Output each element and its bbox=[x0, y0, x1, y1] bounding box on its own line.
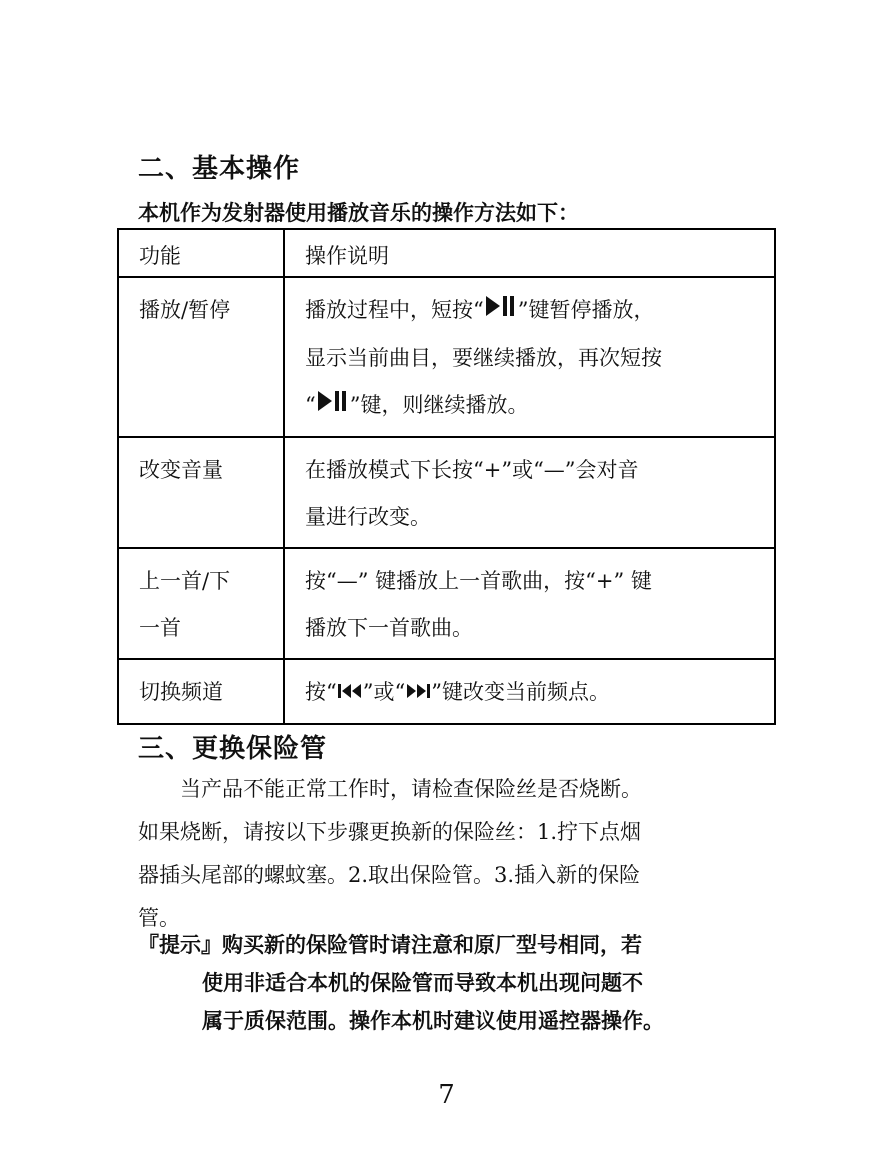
description-text: ”键，则继续播放。 bbox=[349, 393, 529, 417]
description-line bbox=[305, 494, 754, 541]
header-function: 功能 bbox=[118, 229, 284, 277]
description-text: ”键改变当前频点。 bbox=[431, 680, 610, 704]
skip-back-icon bbox=[337, 670, 363, 717]
description-line bbox=[305, 382, 754, 430]
table-intro: 本机作为发射器使用播放音乐的操作方法如下： bbox=[138, 201, 579, 225]
tip-note bbox=[138, 926, 664, 1040]
description-text: 按“—” 键播放上一首歌曲，按“+” 键 bbox=[305, 569, 652, 593]
function-label: 播放/暂停 bbox=[139, 298, 231, 322]
paragraph-line: 如果烧断，请按以下步骤更换新的保险丝：1.拧下点烟 bbox=[138, 820, 642, 844]
function-cell bbox=[118, 437, 284, 548]
description-text: 量进行改变。 bbox=[305, 505, 431, 529]
table-row bbox=[118, 277, 775, 437]
description-text: 按“ bbox=[305, 680, 337, 704]
paragraph-line: 当产品不能正常工作时，请检查保险丝是否烧断。 bbox=[138, 777, 642, 801]
description-line bbox=[305, 669, 754, 717]
table-row bbox=[118, 548, 775, 659]
section-heading-basic-operation: 二、基本操作 bbox=[138, 154, 301, 184]
fuse-paragraph bbox=[138, 768, 758, 940]
table-row bbox=[118, 659, 775, 724]
paragraph-line: 器插头尾部的螺蚊塞。2.取出保险管。3.插入新的保险 bbox=[138, 863, 641, 887]
description-text: 在播放模式下长按“+”或“—”会对音 bbox=[305, 458, 639, 482]
table-row bbox=[118, 437, 775, 548]
description-text: 显示当前曲目，要继续播放，再次短按 bbox=[305, 346, 662, 370]
description-text: ”或“ bbox=[362, 680, 406, 704]
section-heading-replace-fuse: 三、更换保险管 bbox=[138, 734, 328, 764]
play-pause-icon bbox=[484, 288, 518, 335]
description-cell bbox=[284, 437, 775, 548]
description-cell bbox=[284, 659, 775, 724]
function-cell bbox=[118, 548, 284, 659]
paragraph-line: 管。 bbox=[138, 906, 180, 930]
skip-forward-icon bbox=[405, 670, 431, 717]
description-cell bbox=[284, 548, 775, 659]
description-line bbox=[305, 605, 754, 652]
description-line bbox=[305, 447, 754, 494]
page-number: 7 bbox=[438, 1080, 455, 1110]
function-label: 切换频道 bbox=[139, 680, 223, 704]
tip-line: 『提示』购买新的保险管时请注意和原厂型号相同，若 bbox=[138, 933, 642, 957]
description-text: 播放下一首歌曲。 bbox=[305, 616, 473, 640]
function-cell bbox=[118, 659, 284, 724]
description-line bbox=[305, 558, 754, 605]
function-cell bbox=[118, 277, 284, 437]
description-line bbox=[305, 287, 754, 335]
tip-line: 属于质保范围。操作本机时建议使用遥控器操作。 bbox=[202, 1009, 664, 1033]
function-label: 一首 bbox=[139, 616, 181, 640]
description-text: 播放过程中，短按“ bbox=[305, 298, 484, 322]
function-label: 改变音量 bbox=[139, 458, 223, 482]
function-label: 上一首/下 bbox=[139, 569, 231, 593]
description-cell bbox=[284, 277, 775, 437]
header-description: 操作说明 bbox=[284, 229, 775, 277]
description-line bbox=[305, 335, 754, 382]
table-header-row bbox=[118, 229, 775, 277]
tip-line: 使用非适合本机的保险管而导致本机出现问题不 bbox=[202, 971, 643, 995]
description-text: “ bbox=[305, 393, 316, 417]
operations-table bbox=[117, 228, 776, 725]
description-text: ”键暂停播放， bbox=[517, 298, 655, 322]
play-pause-icon bbox=[316, 383, 350, 430]
